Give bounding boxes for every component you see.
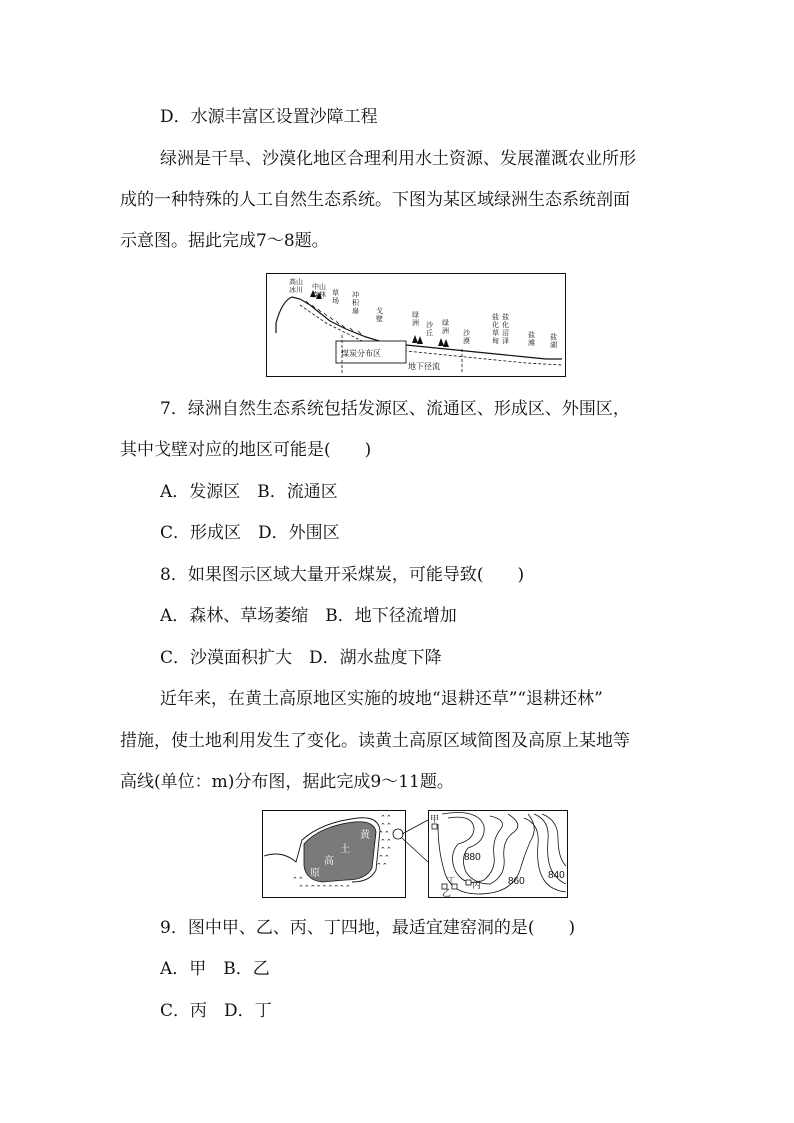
- inset-connector: [398, 816, 430, 866]
- q9-options-cd: C．丙 D．丁: [160, 1001, 272, 1021]
- forest-label-2: 森林: [312, 291, 326, 299]
- label-bing: 丙: [472, 881, 482, 891]
- loess-map-figure: [262, 810, 406, 898]
- svg-text:⌃⌃⌃⌃⌃⌃⌃⌃⌃: ⌃⌃⌃⌃⌃⌃⌃⌃⌃: [298, 884, 351, 892]
- dune-label-1: 沙: [426, 321, 433, 329]
- salt-lake-label-2: 湖: [550, 341, 557, 349]
- q9-stem: 9．图中甲、乙、丙、丁四地，最适宜建窑洞的是( ): [160, 918, 576, 938]
- map-label-gao: 高: [324, 856, 334, 867]
- grass-label-2: 场: [332, 297, 339, 305]
- saline-meadow-label-2: 化: [492, 321, 499, 329]
- svg-text:⌃⌃: ⌃⌃: [376, 862, 388, 870]
- map-label-tu: 土: [340, 844, 350, 855]
- oasis-profile-figure: [266, 273, 566, 377]
- svg-text:⌃⌃: ⌃⌃: [380, 822, 392, 830]
- saline-swamp-label-3: 沼: [502, 329, 509, 337]
- marker-bing: [466, 880, 471, 885]
- passage1-line-1: 绿洲是干旱、沙漠化地区合理利用水土资源、发展灌溉农业所形: [160, 149, 636, 169]
- saline-meadow-label-3: 草: [492, 329, 499, 337]
- fan-label-3: 扇: [352, 307, 359, 315]
- desert-label-1: 沙: [463, 329, 470, 337]
- q7-options-cd: C．形成区 D．外围区: [160, 523, 340, 543]
- svg-text:⌃⌃: ⌃⌃: [380, 846, 392, 854]
- label-ding: 丁: [447, 876, 455, 885]
- label-jia: 甲: [430, 815, 440, 825]
- glacier-label-1: 高山: [289, 278, 303, 286]
- svg-text:⌃⌃: ⌃⌃: [380, 838, 392, 846]
- contour-map-figure: [428, 810, 568, 898]
- label-yi: 乙: [442, 889, 452, 898]
- q9-options-ab: A．甲 B．乙: [160, 959, 270, 979]
- salt-beach-label-1: 盐: [528, 331, 535, 339]
- passage1-line-3: 示意图。据此完成7～8题。: [120, 231, 329, 251]
- saline-swamp-label-1: 盐: [502, 313, 509, 321]
- forest-label-1: 中山: [312, 283, 326, 291]
- contour-label-840: 840: [548, 870, 565, 881]
- saline-swamp-label-2: 化: [502, 321, 509, 329]
- map-label-yuan: 原: [310, 868, 320, 879]
- q8-stem: 8．如果图示区域大量开采煤炭，可能导致( ): [160, 565, 525, 585]
- passage1-line-2: 成的一种特殊的人工自然生态系统。下图为某区域绿洲生态系统剖面: [120, 190, 630, 210]
- svg-text:⌃⌃: ⌃⌃: [378, 830, 390, 838]
- fan-label-1: 冲: [352, 291, 359, 299]
- runoff-label: 地下径流: [408, 362, 440, 371]
- q8-options-ab: A．森林、草场萎缩 B．地下径流增加: [160, 606, 457, 626]
- salt-beach-label-2: 滩: [528, 339, 535, 347]
- oasis2-label-2: 洲: [442, 327, 449, 335]
- q7-stem-line-2: 其中戈壁对应的地区可能是( ): [120, 440, 372, 460]
- saline-meadow-label-4: 甸: [492, 337, 499, 345]
- passage2-line-1: 近年来，在黄土高原地区实施的坡地“退耕还草”“退耕还林”: [160, 689, 603, 709]
- gobi-label-2: 壁: [376, 315, 383, 323]
- saline-meadow-label-1: 盐: [492, 313, 499, 321]
- passage2-line-2: 措施，使土地利用发生了变化。读黄土高原区域简图及高原上某地等: [120, 731, 630, 751]
- q7-stem-line-1: 7．绿洲自然生态系统包括发源区、流通区、形成区、外围区，: [160, 399, 630, 419]
- q7-options-ab: A．发源区 B．流通区: [160, 482, 338, 502]
- svg-text:⌃⌃: ⌃⌃: [380, 814, 392, 822]
- oasis1-label-1: 绿: [412, 311, 419, 319]
- salt-lake-label-1: 盐: [550, 333, 557, 341]
- oasis1-label-2: 洲: [412, 319, 419, 327]
- contour-label-860: 860: [508, 876, 525, 887]
- svg-text:⌃⌃: ⌃⌃: [378, 854, 390, 862]
- grass-label-1: 草: [332, 289, 339, 297]
- q6-option-d: D．水源丰富区设置沙障工程: [160, 107, 378, 127]
- passage2-line-3: 高线(单位：m)分布图，据此完成9～11题。: [120, 772, 454, 792]
- oasis2-label-1: 绿: [442, 319, 449, 327]
- saline-swamp-label-4: 泽: [502, 337, 509, 345]
- gobi-label-1: 戈: [376, 307, 383, 315]
- fan-label-2: 积: [352, 299, 359, 307]
- q8-options-cd: C．沙漠面积扩大 D．湖水盐度下降: [160, 648, 442, 668]
- desert-label-2: 漠: [463, 337, 470, 345]
- dune-label-2: 丘: [426, 329, 433, 337]
- coal-zone-label: 煤炭分布区: [341, 349, 381, 358]
- map-label-huang: 黄: [360, 830, 370, 841]
- glacier-label-2: 冰川: [289, 286, 303, 294]
- contour-label-880: 880: [464, 852, 481, 863]
- svg-text:⌃⌃: ⌃⌃: [292, 876, 304, 884]
